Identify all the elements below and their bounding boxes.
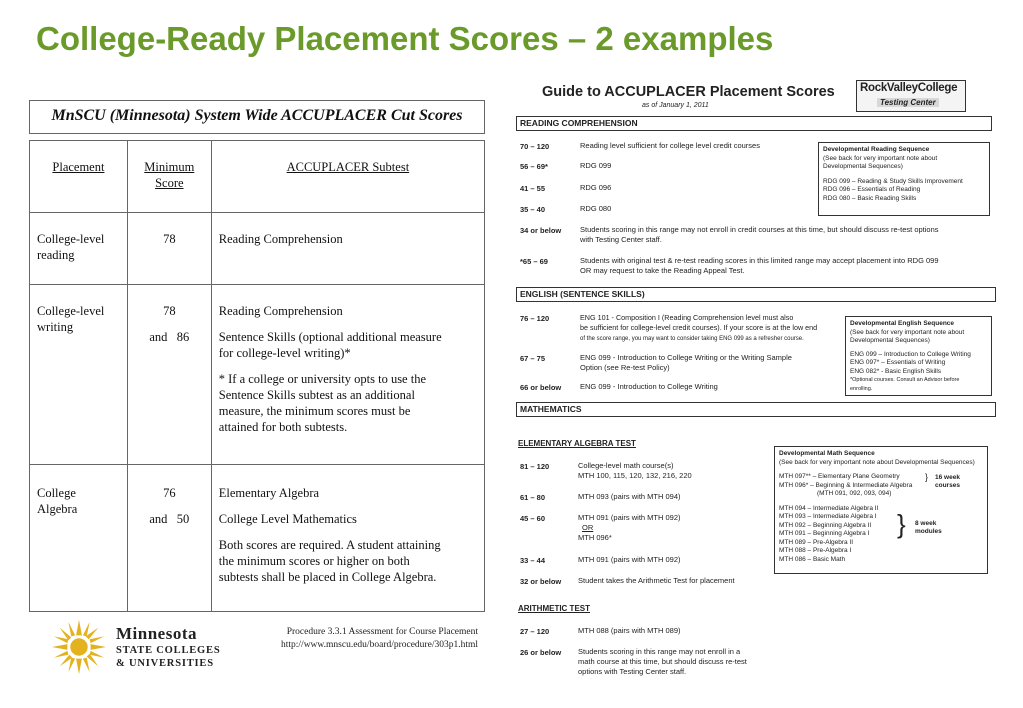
mnscu-table [29,140,485,612]
score-range: 27 – 120 [520,627,550,636]
score-range: 35 – 40 [520,205,546,214]
developmental-english-box: Developmental English Sequence (See back for very important note about Developmental Sequences) ENG 099 – Introduction to College Writing ENG 097* – Essentials of Writing ENG 082* - Basic English Skills *Optional courses. Consult an Advisor before enrolling. [845,316,992,396]
subtest-label: Reading Comprehension [218,232,343,246]
score-value: 78 [163,304,176,318]
header-min-score-1: Minimum [144,160,195,174]
logo-wordmark [116,624,220,670]
mnscu-table-title: MnSCU (Minnesota) System Wide ACCUPLACER Cut Scores [29,100,485,134]
placement-text: College-level math course(s) MTH 100, 115, 120, 132, 216, 220 [578,461,692,480]
elementary-algebra-header: ELEMENTARY ALGEBRA TEST [518,439,636,448]
placement-text: ENG 099 - Introduction to College Writing or the Writing Sample Option (see Re-test Policy) [580,353,792,372]
score-value: 78 [163,232,176,246]
guide-title: Guide to ACCUPLACER Placement Scores [542,84,835,100]
placement-text: RDG 096 [580,183,612,192]
subtest-label: College Level Mathematics [218,512,357,526]
score-range: 70 – 120 [520,142,550,151]
placement-text: Student takes the Arithmetic Test for placement [578,576,735,585]
placement-text: Students scoring in this range may not enroll in credit courses at this time, but should discuss re-test options with Testing Center staff. [580,225,939,244]
score-range: 32 or below [520,577,562,586]
placement-text: RDG 099 [580,161,612,170]
slide-title: College-Ready Placement Scores – 2 examples [36,20,774,57]
score-range: 81 – 120 [520,462,550,471]
footnote-text: the minimum scores or higher on both [218,554,410,568]
table-row [30,213,485,285]
score-range: 41 – 55 [520,184,546,193]
logo-line-2: STATE COLLEGES [116,645,221,656]
score-value: and 50 [149,512,190,526]
score-range: 33 – 44 [520,556,546,565]
placement-label: Algebra [37,502,78,516]
footnote-text: Sentence Skills subtest as an additional [218,388,415,402]
placement-text: ENG 101 - Composition I (Reading Comprehension level must also be sufficient for college-level credit courses). If your score is at the low end of the score range, you may want to consider taking ENG 099 as a refresher course. [580,313,818,342]
score-value: and 86 [149,330,190,344]
reading-section-header: READING COMPREHENSION [516,116,992,131]
placement-label: College-level [37,304,105,318]
footnote-text: subtests shall be placed in College Algebra. [218,570,437,584]
subtest-label: for college-level writing)* [218,346,351,360]
placement-text: Reading level sufficient for college level credit courses [580,141,760,150]
placement-text: Students scoring in this range may not enroll in a math course at this time, but should discuss re-test options with Testing Center staff. [578,647,747,676]
placement-label: College [37,486,76,500]
footnote-text: attained for both subtests. [218,420,348,434]
score-value: 76 [163,486,176,500]
procedure-line-1: Procedure 3.3.1 Assessment for Course Placement [286,627,478,637]
score-range: 67 – 75 [520,354,546,363]
placement-text: RDG 080 [580,204,612,213]
subtest-label: Reading Comprehension [218,304,343,318]
brace-icon: } [897,509,906,539]
footnote-text: * If a college or university opts to use the [218,372,427,386]
score-range: *65 – 69 [520,257,548,266]
brace-icon: } [925,472,929,482]
mnscu-cut-scores-table [29,100,485,612]
header-subtest: ACCUPLACER Subtest [286,160,410,174]
placement-text: MTH 091 (pairs with MTH 092) [578,555,681,564]
footnote-text: Both scores are required. A student attaining [218,538,441,552]
table-row [30,285,485,465]
logo-line-1: Minnesota [116,624,197,643]
math-section-header: MATHEMATICS [516,402,996,417]
placement-label: writing [37,320,74,334]
subtest-label: Elementary Algebra [218,486,320,500]
table-header-row [30,141,485,213]
table-row [30,465,485,612]
score-range: 26 or below [520,648,562,657]
placement-text: MTH 088 (pairs with MTH 089) [578,626,681,635]
placement-text: ENG 099 - Introduction to College Writing [580,382,718,391]
placement-text: MTH 093 (pairs with MTH 094) [578,492,681,501]
developmental-reading-box: Developmental Reading Sequence (See back for very important note about Developmental Sequences) RDG 099 – Reading & Study Skills Improvement RDG 096 – Essentials of Reading RDG 080 – Basic Reading Skills [818,142,990,216]
footnote-text: measure, the minimum scores must be [218,404,411,418]
english-section-header: ENGLISH (SENTENCE SKILLS) [516,287,996,302]
sun-icon [50,618,108,676]
rockvalley-logo [856,80,966,112]
score-range: 61 – 80 [520,493,546,502]
procedure-citation [232,626,478,652]
rockvalley-logo-name: RockValleyCollege [860,82,958,94]
score-range: 66 or below [520,383,562,392]
procedure-url: http://www.mnscu.edu/board/procedure/303p1.html [281,640,478,650]
subtest-label: Sentence Skills (optional additional measure [218,330,442,344]
score-range: 45 – 60 [520,514,546,523]
rockvalley-logo-sub: Testing Center [877,98,939,107]
rockvalley-guide [512,74,1002,694]
guide-subtitle: as of January 1, 2011 [642,102,709,109]
placement-text: MTH 091 (pairs with MTH 092) OR MTH 096* [578,513,681,542]
header-placement: Placement [52,160,105,174]
placement-label: College-level [37,232,105,246]
placement-text: Students with original test & re-test reading scores in this limited range may accept placement into RDG 099 OR may request to take the Reading Appeal Test. [580,256,939,275]
developmental-math-box: Developmental Math Sequence (See back for very important note about Developmental Sequences) MTH 097** – Elementary Plane Geometry MTH 096* – Beginning & Intermediate Algebra (MTH 091, 092, 093, 094) MTH 094 – Intermediate Algebra II MTH 093 – Intermediate Algebra I MTH 092 – Beginning Algebra II MTH 091 – Beginning Algebra I MTH 089 – Pre-Algebra II MTH 088 – Pre-Algebra I MTH 086 – Basic Math } 16 week courses } 8 week modules [774,446,988,574]
score-range: 76 – 120 [520,314,550,323]
logo-line-3: & UNIVERSITIES [116,658,214,669]
header-min-score-2: Score [155,176,184,190]
placement-label: reading [37,248,75,262]
score-range: 56 – 69* [520,162,548,171]
arithmetic-header: ARITHMETIC TEST [518,604,590,613]
mnscu-logo [50,618,220,682]
score-range: 34 or below [520,226,562,235]
